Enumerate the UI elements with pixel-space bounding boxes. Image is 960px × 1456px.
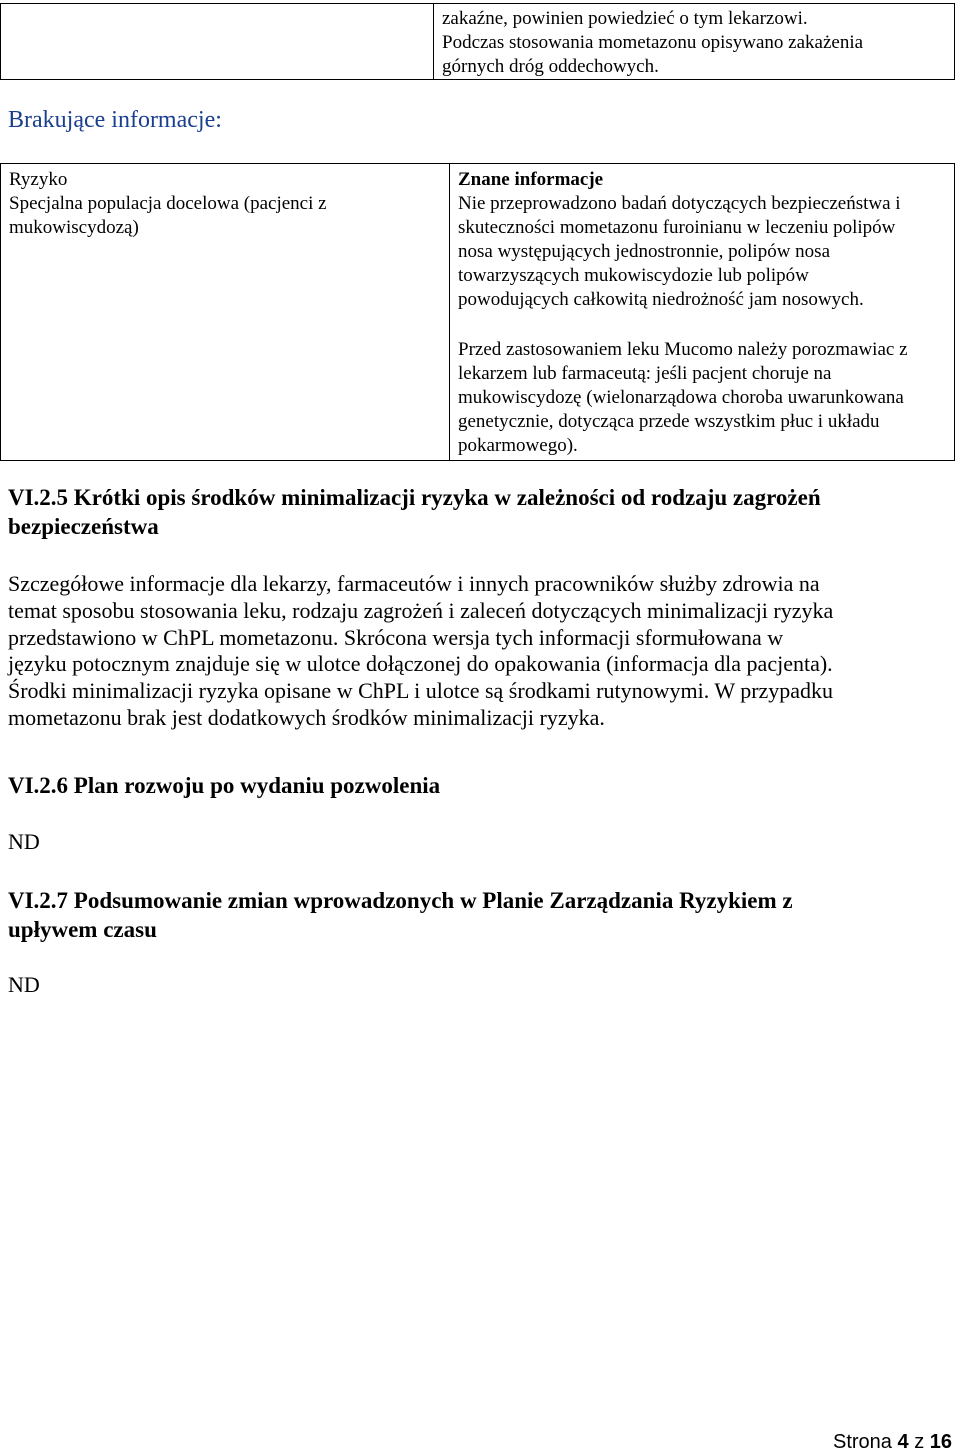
section-625-line: mometazonu brak jest dodatkowych środków minimalizacji ryzyka. [8,704,605,730]
top-table-empty-cell [1,4,434,80]
section-627-body: ND [8,972,40,997]
missing-info-title: Brakujące informacje: [8,107,222,133]
section-625-body [8,571,833,732]
known-info-line: towarzyszących mukowiscydozie lub polipów [458,265,809,286]
footer-total-pages: 16 [929,1431,952,1453]
known-info-line: powodujących całkowitą niedrożność jam nosowych. [458,289,864,310]
section-625-line: przedstawiono w ChPL mometazonu. Skrócona wersja tych informacji sformułowana w [8,624,784,650]
section-625-heading-line: bezpieczeństwa [8,514,159,539]
known-info-header: Znane informacje [458,169,604,190]
top-table-line: górnych dróg oddechowych. [442,56,659,77]
top-table-line: zakaźne, powinien powiedzieć o tym lekarzowi. [442,8,808,29]
page-footer [833,1430,952,1454]
risk-header: Ryzyko [9,169,68,190]
risk-line: mukowiscydozą) [9,217,139,238]
section-625-line: języku potocznym znajduje się w ulotce dołączonej do opakowania (informacja dla pacjenta). [8,651,833,677]
known-info-line: pokarmowego). [458,435,578,456]
section-625-heading-line: VI.2.5 Krótki opis środków minimalizacji ryzyka w zależności od rodzaju zagrożeń [8,485,821,510]
section-627-heading [8,886,793,944]
section-626-heading: VI.2.6 Plan rozwoju po wydaniu pozwolenia [8,773,441,798]
known-info-line: Nie przeprowadzono badań dotyczących bezpieczeństwa i [458,193,901,214]
top-table-line: Podczas stosowania mometazonu opisywano zakażenia [442,32,864,53]
known-info-line: nosa występujących jednostronnie, polipów nosa [458,241,831,262]
known-info-cell [450,164,955,461]
paragraph-gap [458,312,946,338]
top-table-fragment [0,3,955,80]
section-625-line: temat sposobu stosowania leku, rodzaju zagrożeń i zaleceń dotyczących minimalizacji ryzyka [8,597,834,623]
section-627-heading-line: VI.2.7 Podsumowanie zmian wprowadzonych w Planie Zarządzania Ryzykiem z [8,888,793,913]
section-625-line: Środki minimalizacji ryzyka opisane w ChPL i ulotce są środkami rutynowymi. W przypadku [8,678,834,704]
risk-cell [1,164,450,461]
top-table-text-cell [434,4,955,80]
known-info-line: lekarzem lub farmaceutą: jeśli pacjent choruje na [458,363,832,384]
risk-line: Specjalna populacja docelowa (pacjenci z [9,193,327,214]
section-626-body: ND [8,829,40,854]
known-info-line: genetycznie, dotycząca przede wszystkim płuc i układu [458,411,880,432]
footer-prefix: Strona [833,1431,892,1453]
known-info-line: Przed zastosowaniem leku Mucomo należy porozmawiac z [458,339,908,360]
missing-info-table [0,163,955,461]
section-625-line: Szczegółowe informacje dla lekarzy, farmaceutów i innych pracowników służby zdrowia na [8,571,820,596]
known-info-line: skuteczności mometazonu furoinianu w leczeniu polipów [458,217,896,238]
footer-page-number: 4 [897,1431,909,1453]
section-627-heading-line: upływem czasu [8,917,157,942]
section-625-heading [8,483,821,541]
footer-separator: z [914,1431,925,1453]
known-info-line: mukowiscydozę (wielonarządowa choroba uwarunkowana [458,387,904,408]
